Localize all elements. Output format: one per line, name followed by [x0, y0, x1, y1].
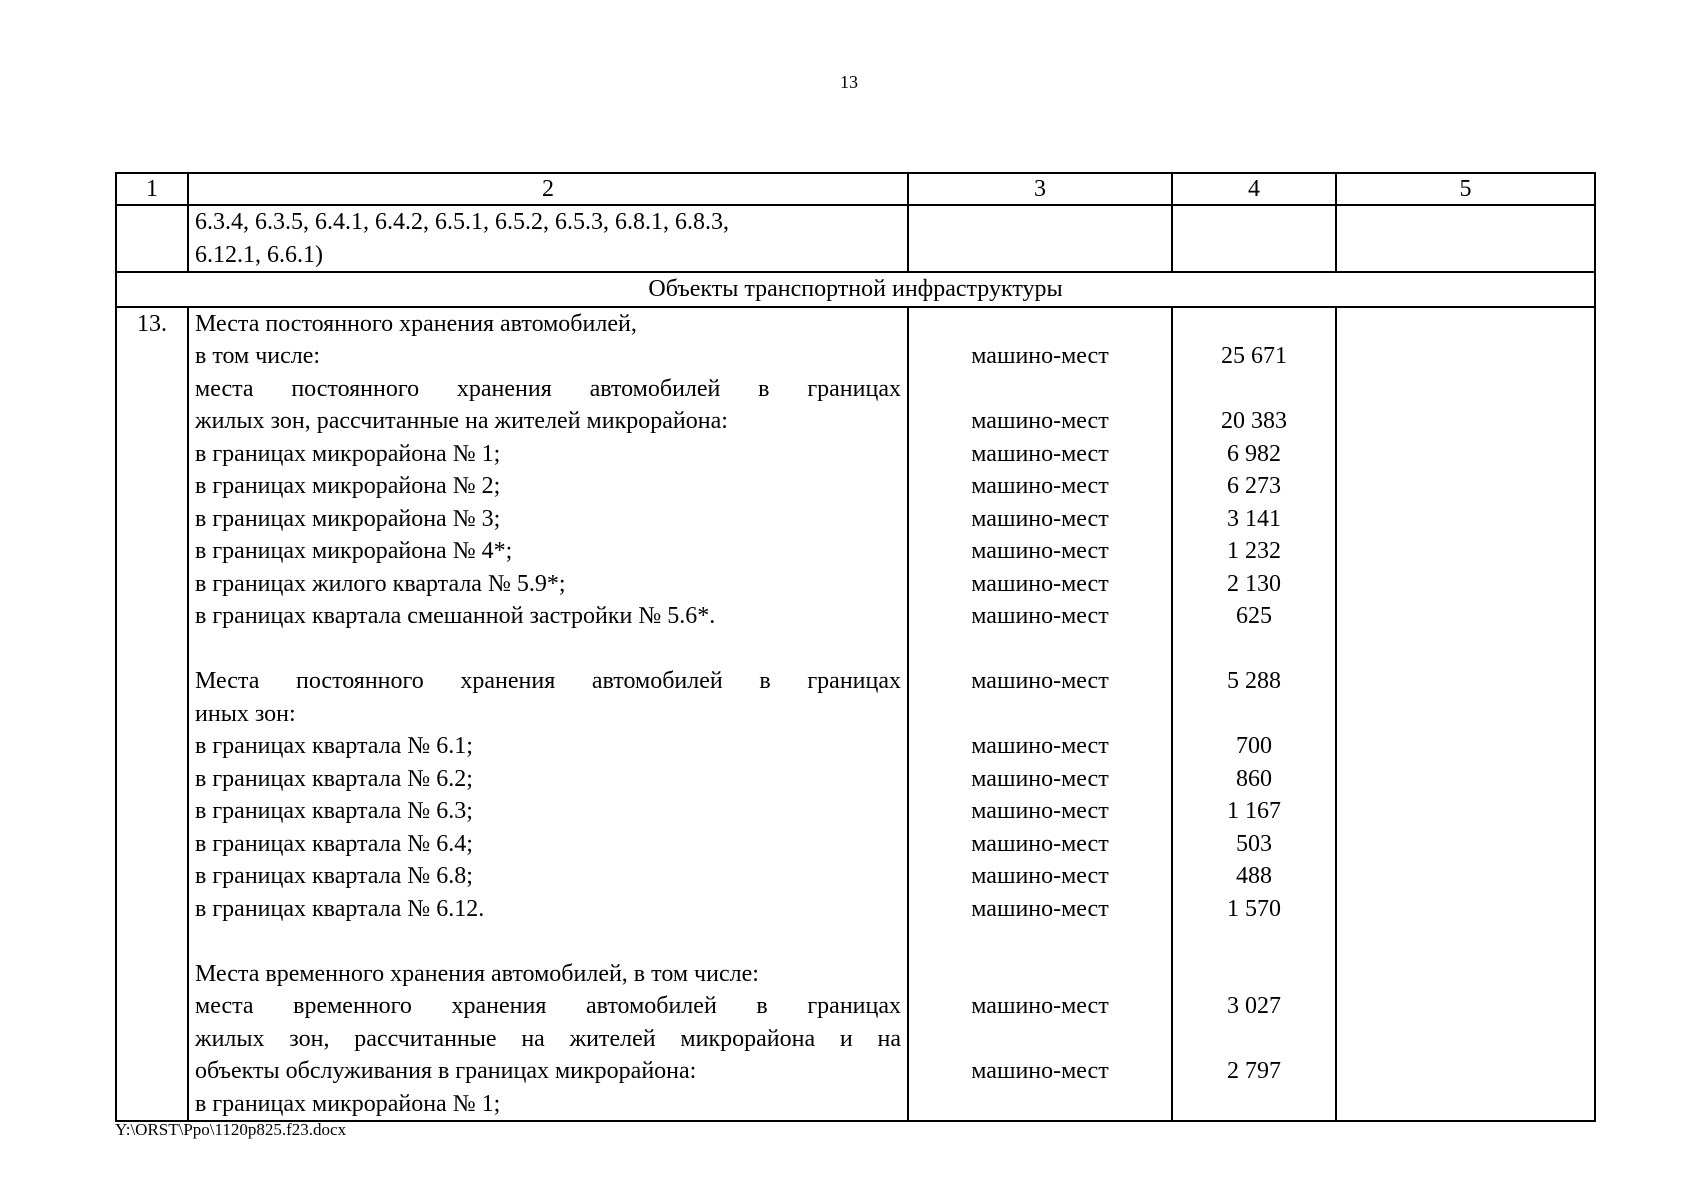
value-line: 2 797 — [1227, 1058, 1281, 1084]
description-line — [195, 633, 901, 666]
row-value-cell — [1172, 307, 1336, 1122]
description-line: в границах квартала № 6.8; — [195, 863, 473, 889]
unit-line: машино-мест — [971, 668, 1109, 694]
description-line: в границах квартала № 6.3; — [195, 798, 473, 824]
unit-line: машино-мест — [971, 408, 1109, 434]
unit-line: машино-мест — [971, 993, 1109, 1019]
description-line: в границах квартала № 6.4; — [195, 830, 473, 857]
description-line: в границах квартала № 6.1; — [195, 733, 473, 759]
description-line: места постоянного хранения автомобилей в границах — [195, 375, 901, 402]
description-line: иных зон: — [195, 700, 296, 727]
infrastructure-table — [115, 172, 1596, 1122]
table-header-row — [116, 173, 1595, 205]
unit-line — [909, 925, 1171, 958]
continuation-note-cell — [1336, 205, 1595, 272]
unit-line: машино-мест — [971, 798, 1109, 824]
unit-line: машино-мест — [971, 570, 1109, 597]
value-line: 25 671 — [1221, 343, 1287, 369]
value-line: 625 — [1236, 603, 1272, 629]
description-line: в том числе: — [195, 343, 321, 369]
value-line — [1173, 373, 1335, 406]
description-line: места временного хранения автомобилей в границах — [195, 993, 901, 1019]
description-line: в границах микрорайона № 2; — [195, 473, 501, 499]
unit-line — [909, 698, 1171, 731]
description-line: Места постоянного хранения автомобилей в границах — [195, 668, 901, 694]
value-line: 3 027 — [1227, 993, 1281, 1019]
unit-line: машино-мест — [971, 863, 1109, 889]
value-line: 1 570 — [1227, 895, 1281, 922]
row-number: 13. — [116, 307, 188, 1122]
description-line: в границах жилого квартала № 5.9*; — [195, 570, 566, 597]
table-row — [116, 307, 1595, 1122]
unit-line: машино-мест — [971, 603, 1109, 629]
page-number: 13 — [840, 72, 858, 92]
value-line: 488 — [1236, 863, 1272, 889]
continuation-value-cell — [1172, 205, 1336, 272]
description-line: в границах микрорайона № 1; — [195, 1090, 501, 1117]
value-line: 20 383 — [1221, 408, 1287, 434]
unit-line: машино-мест — [971, 765, 1109, 792]
unit-line — [909, 958, 1171, 991]
unit-line: машино-мест — [971, 538, 1109, 564]
section-row — [116, 272, 1595, 307]
unit-line: машино-мест — [971, 733, 1109, 759]
description-line: Места постоянного хранения автомобилей, — [195, 310, 637, 337]
description-line: объекты обслуживания в границах микрорайона: — [195, 1058, 697, 1084]
value-line: 503 — [1236, 830, 1272, 857]
unit-line — [909, 633, 1171, 666]
description-line — [195, 925, 901, 958]
description-line: в границах микрорайона № 4*; — [195, 538, 513, 564]
unit-line — [909, 308, 1171, 341]
unit-line: машино-мест — [971, 473, 1109, 499]
continuation-text-cell — [188, 205, 908, 272]
value-line — [1173, 1023, 1335, 1056]
value-line: 6 273 — [1227, 473, 1281, 499]
unit-line: машино-мест — [971, 830, 1109, 857]
unit-line: машино-мест — [971, 1058, 1109, 1084]
continuation-line: 6.12.1, 6.6.1) — [195, 241, 323, 268]
column-number-2: 2 — [188, 173, 908, 205]
value-line — [1173, 698, 1335, 731]
value-line: 860 — [1236, 765, 1272, 792]
continuation-line: 6.3.4, 6.3.5, 6.4.1, 6.4.2, 6.5.1, 6.5.2, 6.5.3, 6.8.1, 6.8.3, — [195, 209, 729, 235]
description-line: Места временного хранения автомобилей, в том числе: — [195, 960, 759, 987]
description-line: в границах квартала смешанной застройки № 5.6*. — [195, 603, 716, 629]
unit-line: машино-мест — [971, 895, 1109, 922]
continuation-num-cell — [116, 205, 188, 272]
continuation-unit-cell — [908, 205, 1172, 272]
description-line: в границах квартала № 6.12. — [195, 895, 485, 922]
unit-line: машино-мест — [971, 505, 1109, 532]
value-line — [1173, 308, 1335, 341]
unit-line — [909, 373, 1171, 406]
description-line: жилых зон, рассчитанные на жителей микрорайона и на — [195, 1025, 901, 1052]
row-note-cell — [1336, 307, 1595, 1122]
unit-line: машино-мест — [971, 343, 1109, 369]
value-line — [1173, 633, 1335, 666]
unit-line: машино-мест — [971, 440, 1109, 467]
column-number-4: 4 — [1172, 173, 1336, 205]
description-line: в границах квартала № 6.2; — [195, 765, 473, 792]
value-line — [1173, 1088, 1335, 1121]
description-line: жилых зон, рассчитанные на жителей микрорайона: — [195, 408, 728, 434]
value-line: 2 130 — [1227, 570, 1281, 597]
value-line: 6 982 — [1227, 440, 1281, 467]
column-number-5: 5 — [1336, 173, 1595, 205]
description-line: в границах микрорайона № 3; — [195, 505, 501, 532]
value-line: 1 167 — [1227, 798, 1281, 824]
row-unit-cell — [908, 307, 1172, 1122]
value-line: 5 288 — [1227, 668, 1281, 694]
unit-line — [909, 1023, 1171, 1056]
continuation-row — [116, 205, 1595, 272]
section-title: Объекты транспортной инфраструктуры — [116, 272, 1595, 307]
unit-line — [909, 1088, 1171, 1121]
column-number-1: 1 — [116, 173, 188, 205]
column-number-3: 3 — [908, 173, 1172, 205]
row-description-cell — [188, 307, 908, 1122]
description-line: в границах микрорайона № 1; — [195, 440, 501, 467]
value-line: 3 141 — [1227, 505, 1281, 532]
value-line — [1173, 958, 1335, 991]
value-line: 1 232 — [1227, 538, 1281, 564]
value-line: 700 — [1236, 733, 1272, 759]
file-path-footer: Y:\ORST\Ppo\1120p825.f23.docx — [115, 1120, 347, 1139]
value-line — [1173, 925, 1335, 958]
